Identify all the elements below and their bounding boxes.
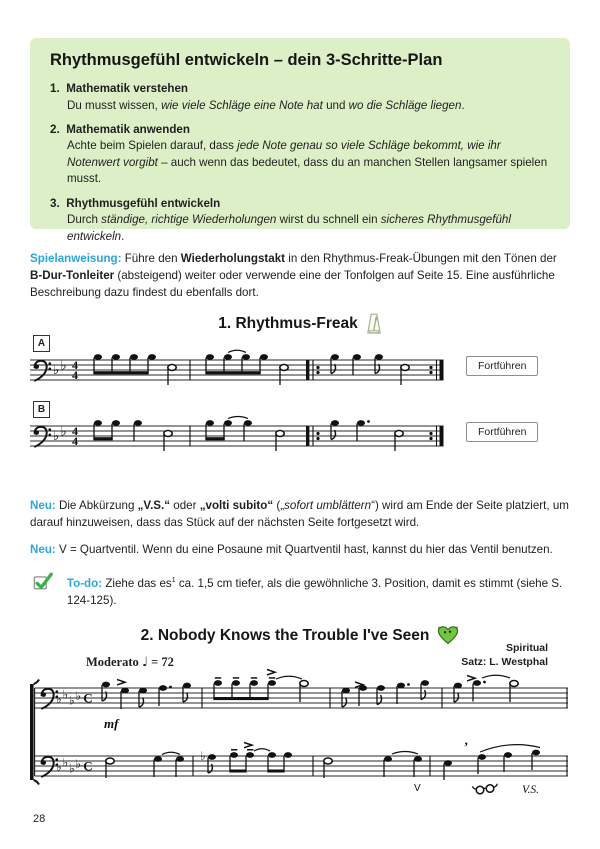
volti-subito-mark: V.S. bbox=[522, 784, 540, 796]
svg-text:♭: ♭ bbox=[53, 429, 60, 444]
plan-step-2 bbox=[50, 123, 550, 188]
plan-step-1 bbox=[50, 82, 550, 114]
heart-icon bbox=[437, 626, 459, 645]
credit-genre: Spiritual bbox=[505, 642, 548, 654]
plan-step-3-number: 3. bbox=[50, 196, 60, 210]
plan-step-1-body: Du musst wissen, wie viele Schläge eine Note hat und wo die Schläge liegen. bbox=[67, 98, 465, 112]
plan-step-2-number: 2. bbox=[50, 122, 60, 136]
svg-text:4: 4 bbox=[72, 423, 78, 438]
plan-step-2-body: Achte beim Spielen darauf, dass jede Note genau so viele Schläge bekommt, wie ihr Notenwert vorgibt – auch wenn das bedeutet, dass du an manchen Stellen langsamer spielen musst. bbox=[67, 139, 548, 186]
continue-button-a[interactable]: Fortführen bbox=[466, 356, 538, 376]
plan-step-3 bbox=[50, 197, 550, 245]
svg-text:♭: ♭ bbox=[75, 757, 82, 771]
part-label-a: A bbox=[33, 335, 50, 352]
plan-step-2-heading: Mathematik anwenden bbox=[66, 122, 190, 136]
svg-text:♭: ♭ bbox=[56, 760, 62, 774]
svg-text:4: 4 bbox=[72, 357, 78, 372]
svg-text:♭: ♭ bbox=[62, 755, 69, 770]
svg-text:4: 4 bbox=[72, 433, 78, 448]
tempo-value: = 72 bbox=[151, 655, 174, 669]
note-new-vs: Neu: Die Abkürzung „V.S.“ oder „volti subito“ („sofort umblättern“) wird am Ende der Seite platziert, um darauf hinzuweisen, dass das Stück auf der nächsten Seite fortgesetzt wird. bbox=[30, 499, 569, 530]
svg-text:♭: ♭ bbox=[53, 363, 60, 378]
plan-step-1-heading: Mathematik verstehen bbox=[66, 82, 189, 95]
note-new-valve: Neu: V = Quartventil. Wenn du eine Posaune mit Quartventil hast, kannst du hier das Ventil benutzen. bbox=[30, 543, 553, 556]
plan-step-3-heading: Rhythmusgefühl entwickeln bbox=[66, 196, 221, 210]
eyeglasses-icon bbox=[472, 784, 497, 794]
plan-step-1-number: 1. bbox=[50, 82, 60, 95]
plan-box bbox=[30, 38, 570, 243]
staff-a-notation bbox=[30, 344, 450, 396]
svg-text:♭: ♭ bbox=[69, 761, 75, 776]
todo-text: To-do: Ziehe das $es^1$ ca. 1,5 cm tiefer, als die gewöhnliche 3. Position, damit es stimmt (siehe S. 124-125). bbox=[66, 577, 563, 608]
svg-text:♭: ♭ bbox=[56, 692, 62, 706]
svg-text:♭: ♭ bbox=[75, 689, 82, 703]
checkbox-check-icon bbox=[33, 571, 55, 592]
quarter-note-icon: ♩ bbox=[141, 655, 149, 670]
play-instruction: Spielanweisung: Führe den Wiederholungstakt in den Rhythmus-Freak-Übungen mit den Tönen der B-Dur-Tonleiter (absteigend) weiter oder verwende eine der Tonfolgen auf Seite 15. Eine ausführliche Beschreibung dazu findest du ebenfalls dort. bbox=[30, 252, 557, 300]
credit-arranger: Satz: L. Westphal bbox=[461, 656, 548, 669]
bass-clef-icon bbox=[34, 361, 51, 381]
svg-text:♭: ♭ bbox=[69, 693, 75, 708]
quart-valve-mark: V bbox=[414, 783, 421, 794]
part-label-b: B bbox=[33, 401, 50, 418]
svg-text:♭: ♭ bbox=[60, 424, 67, 440]
svg-text:4: 4 bbox=[72, 367, 78, 382]
svg-text:♭: ♭ bbox=[200, 749, 206, 763]
exercise1-heading bbox=[0, 313, 600, 335]
staff-b-notation bbox=[30, 410, 450, 462]
svg-text:♭: ♭ bbox=[62, 687, 69, 702]
breath-mark: ’ bbox=[464, 739, 469, 754]
score-notation bbox=[30, 660, 570, 800]
todo-row bbox=[33, 571, 567, 609]
continue-button-b[interactable]: Fortführen bbox=[466, 422, 538, 442]
svg-text:♭: ♭ bbox=[60, 358, 67, 374]
page-number: 28 bbox=[33, 813, 46, 825]
metronome-icon bbox=[366, 313, 382, 335]
dynamic-marking: mf bbox=[104, 716, 119, 731]
piece2-title: 2. Nobody Knows the Trouble I've Seen bbox=[140, 626, 430, 644]
tempo-word: Moderato bbox=[86, 655, 139, 669]
svg-text:C: C bbox=[83, 690, 93, 706]
plan-step-3-body: Durch ständige, richtige Wiederholungen wirst du schnell ein sicheres Rhythmusgefühl entwickeln. bbox=[67, 213, 511, 243]
exercise1-title: 1. Rhythmus-Freak bbox=[218, 315, 358, 332]
plan-box-title: Rhythmusgefühl entwickeln – dein 3-Schritte-Plan bbox=[50, 51, 443, 69]
bass-clef-icon bbox=[34, 427, 51, 447]
svg-text:C: C bbox=[83, 758, 93, 774]
